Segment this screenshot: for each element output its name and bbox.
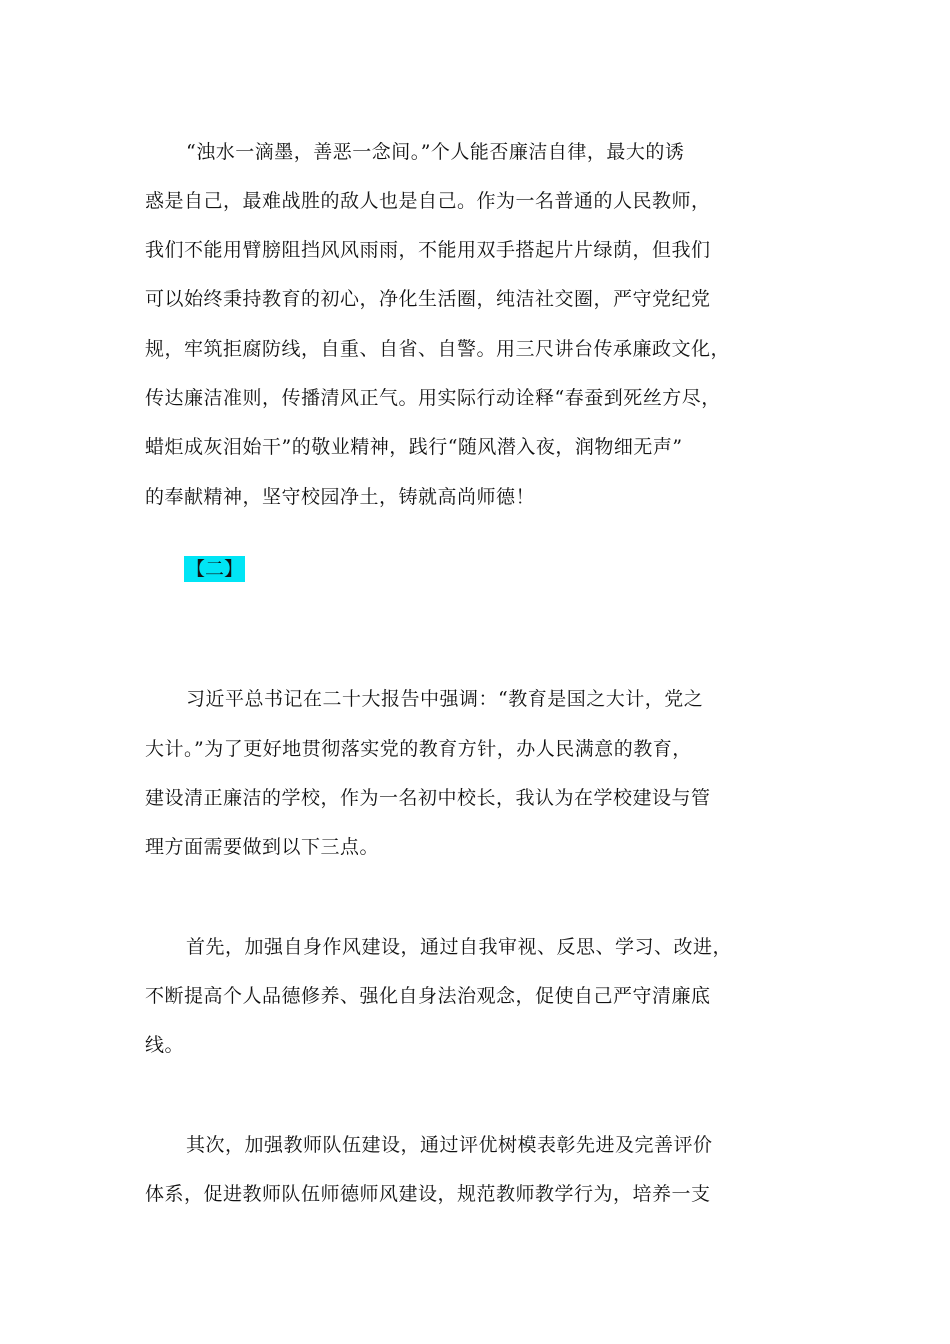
paragraph-line: 的奉献精神，坚守校园净土，铸就高尚师德！	[145, 486, 536, 508]
paragraph-line: 体系，促进教师队伍师德师风建设，规范教师教学行为，培养一支	[145, 1183, 711, 1205]
section-heading: 【二】	[186, 558, 244, 580]
paragraph-line: 大计。”为了更好地贯彻落实党的教育方针，办人民满意的教育，	[145, 738, 692, 760]
paragraph-line: 其次，加强教师队伍建设，通过评优树模表彰先进及完善评价	[186, 1134, 713, 1156]
paragraph-line: 首先，加强自身作风建设，通过自我审视、反思、学习、改进，	[186, 936, 733, 958]
paragraph-line: 我们不能用臂膀阻挡风风雨雨，不能用双手搭起片片绿荫，但我们	[145, 239, 711, 261]
paragraph-line: 不断提高个人品德修养、强化自身法治观念，促使自己严守清廉底	[145, 985, 711, 1007]
paragraph-line: “浊水一滴墨，善恶一念间。”个人能否廉洁自律，最大的诱	[186, 141, 685, 163]
paragraph-line: 可以始终秉持教育的初心，净化生活圈，纯洁社交圈，严守党纪党	[145, 288, 711, 310]
paragraph-line: 惑是自己，最难战胜的敌人也是自己。作为一名普通的人民教师，	[145, 190, 711, 212]
paragraph-line: 理方面需要做到以下三点。	[145, 836, 380, 858]
paragraph-line: 蜡炬成灰泪始干”的敬业精神，践行“随风潜入夜，润物细无声”	[145, 436, 683, 458]
paragraph-line: 习近平总书记在二十大报告中强调：“教育是国之大计，党之	[186, 688, 704, 710]
paragraph-line: 规，牢筑拒腐防线，自重、自省、自警。用三尺讲台传承廉政文化，	[145, 338, 731, 360]
paragraph-line: 建设清正廉洁的学校，作为一名初中校长，我认为在学校建设与管	[145, 787, 711, 809]
paragraph-line: 线。	[145, 1034, 185, 1056]
paragraph-line: 传达廉洁准则，传播清风正气。用实际行动诠释“春蚕到死丝方尽，	[145, 387, 721, 409]
